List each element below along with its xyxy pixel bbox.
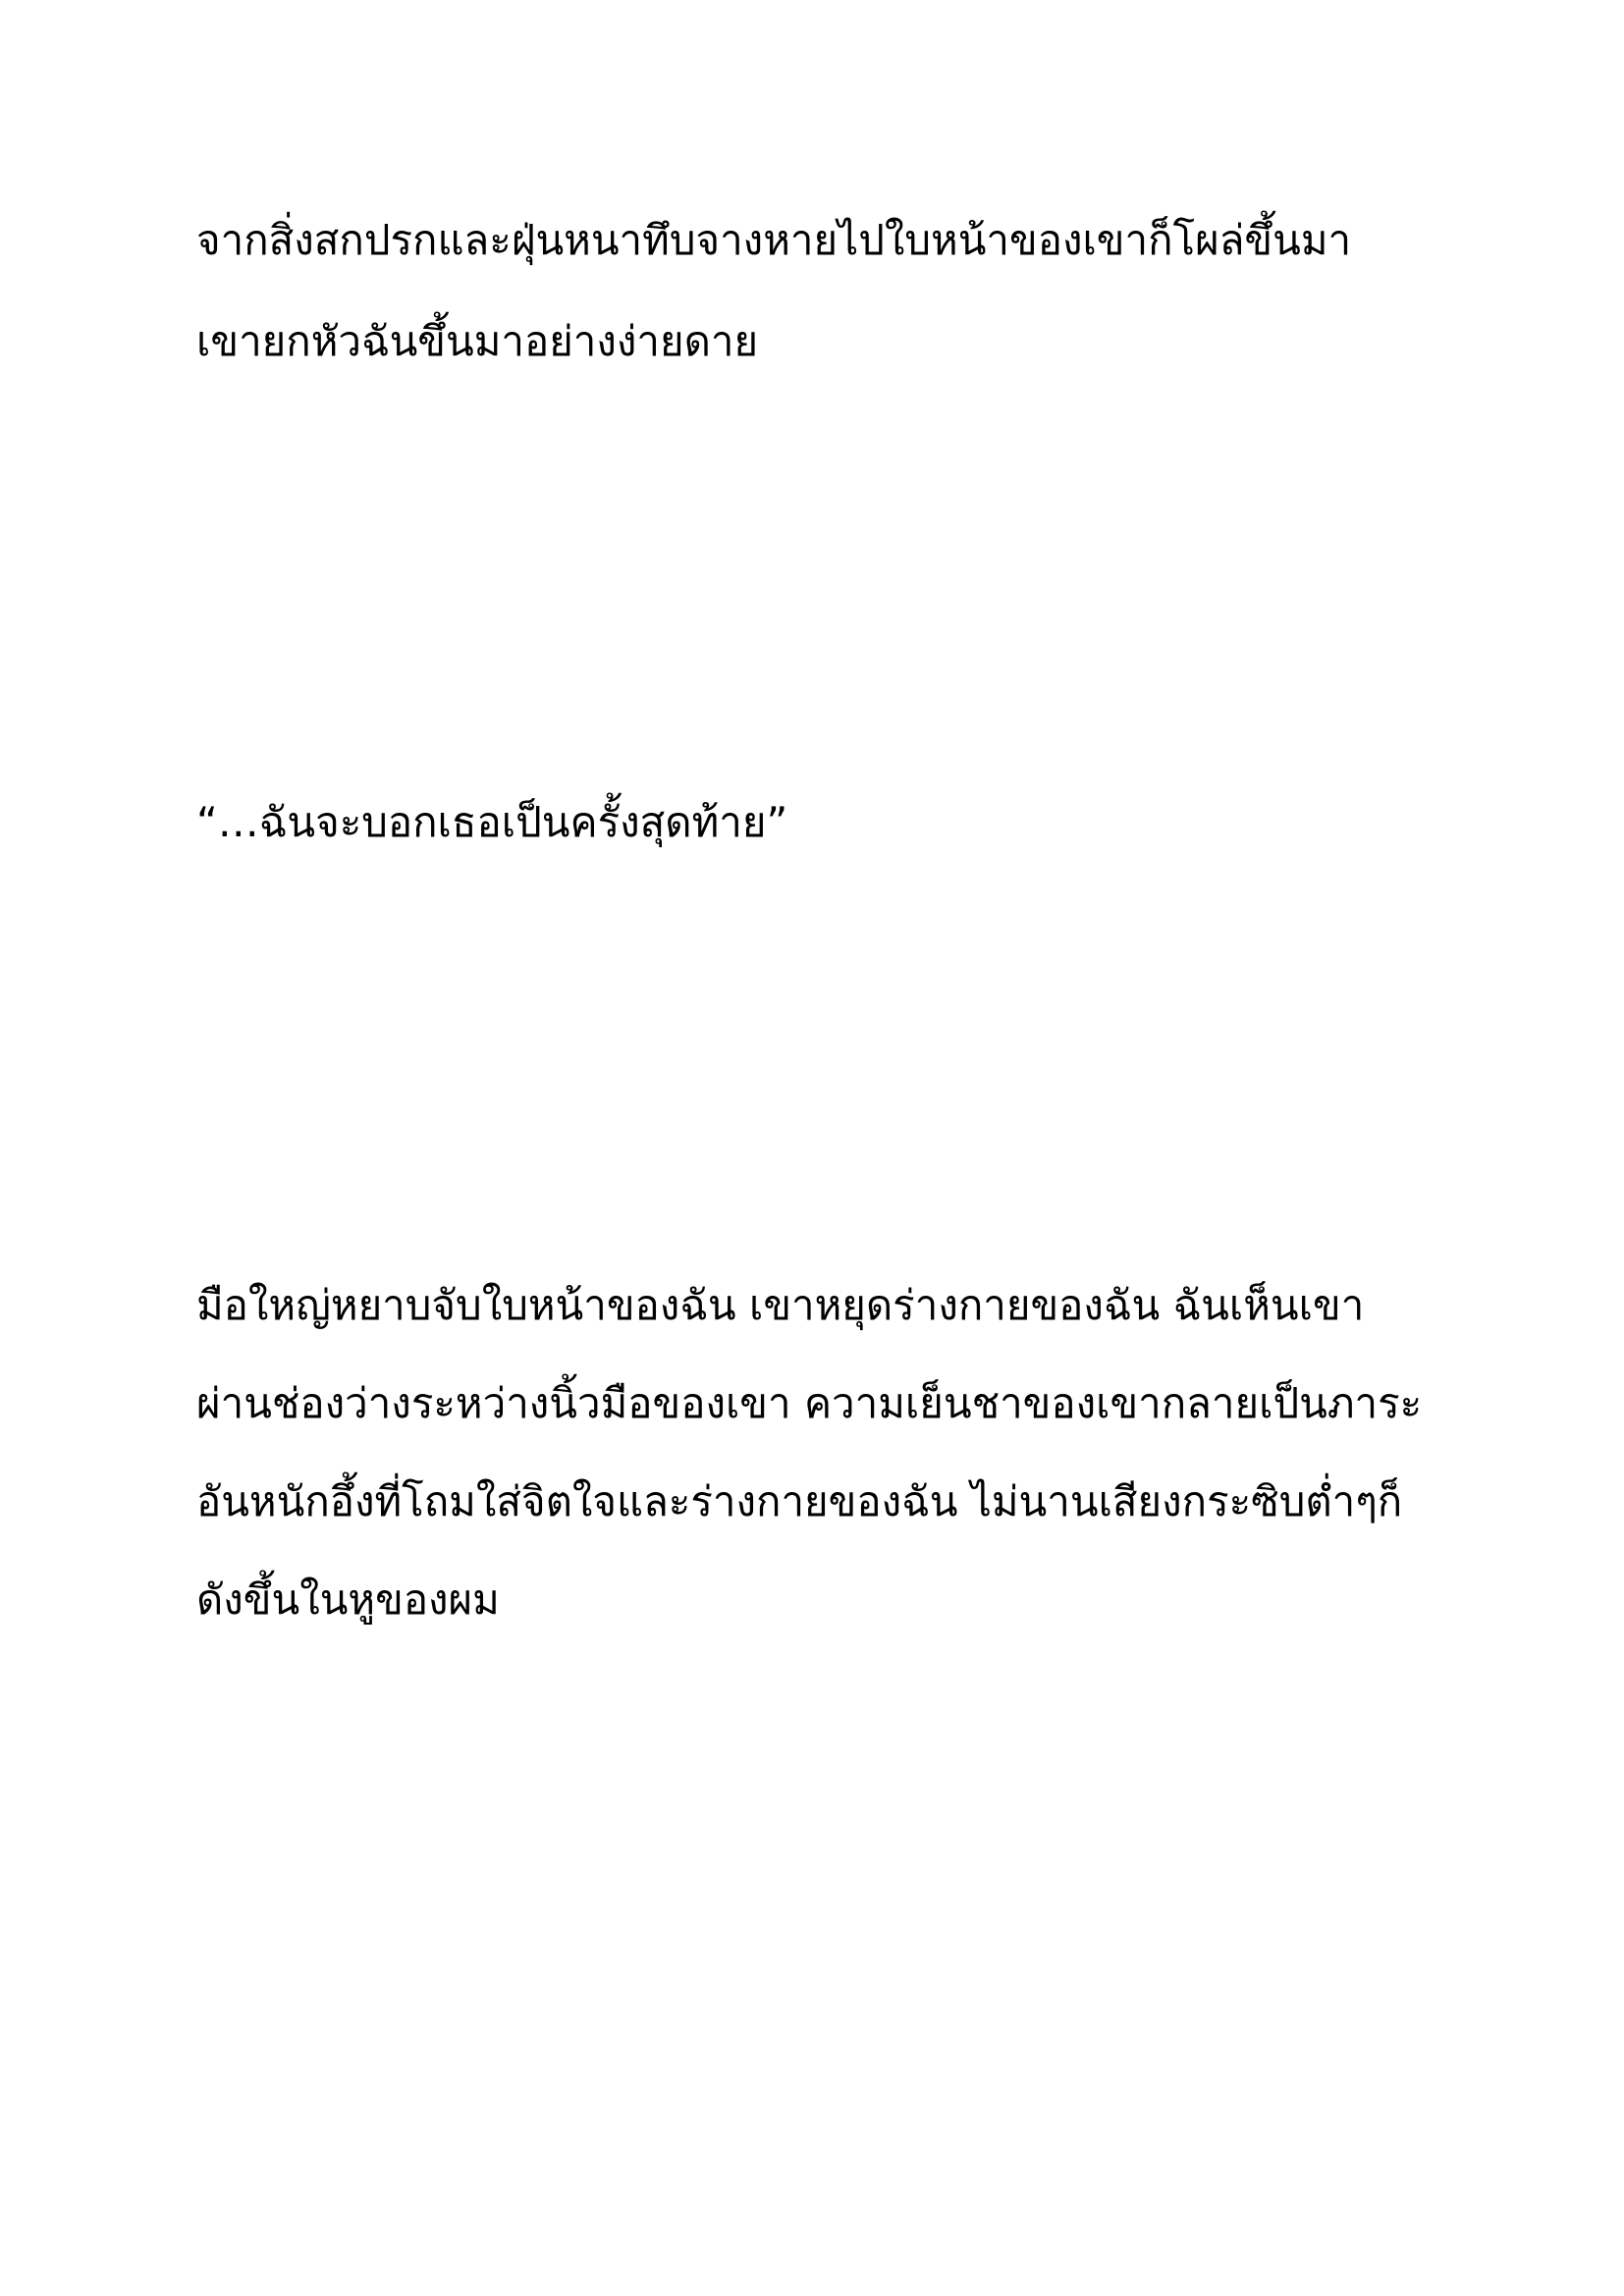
paragraph-3-line-1: มือใหญ่หยาบจับใบหน้าของฉัน เขาหยุดร่างกายของฉัน ฉันเห็นเขา <box>196 1281 1365 1329</box>
paragraph-3-line-3: อันหนักอึ้งที่โถมใส่จิตใจและร่างกายของฉัน ไม่นานเสียงกระซิบต่ำๆก็ <box>196 1477 1403 1525</box>
paragraph-1-line-1: จากสิ่งสกปรกและฝุ่นหนาทึบจางหายไปใบหน้าของเขาก็โผล่ขึ้นมา <box>196 216 1352 264</box>
paragraph-1-line-2: เขายกหัวฉันขึ้นมาอย่างง่ายดาย <box>196 317 759 365</box>
dialogue-line: “…ฉันจะบอกเธอเป็นครั้งสุดท้าย” <box>196 798 788 846</box>
paragraph-3-line-2: ผ่านช่องว่างระหว่างนิ้วมือของเขา ความเย็นชาของเขากลายเป็นภาระ <box>196 1379 1423 1427</box>
paragraph-3-line-4: ดังขึ้นในหูของผม <box>196 1575 500 1624</box>
